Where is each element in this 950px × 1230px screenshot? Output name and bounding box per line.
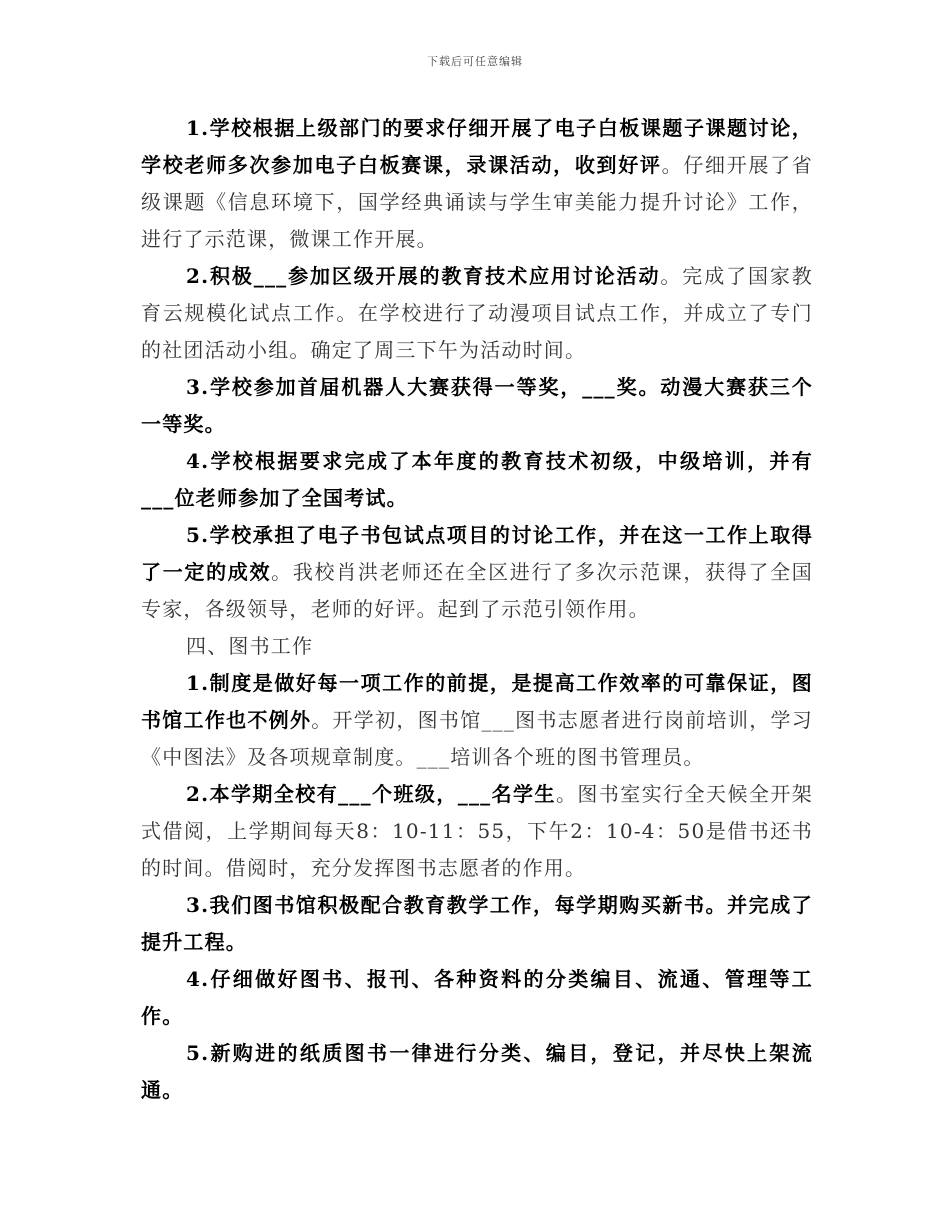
paragraph: 2.本学期全校有___个班级，___名学生。图书室实行全天候全开架式借阅，上学期间每天8：10-11：55，下午2：10-4：50是借书还书的时间。借阅时，充分发挥图书志愿者的作用。 [141,782,813,880]
section-heading: 四、图书工作 [186,634,314,658]
paragraph: 3.学校参加首届机器人大赛获得一等奖，___奖。动漫大赛获三个一等奖。 [141,375,813,436]
page-header: 下载后可任意编辑 [427,55,523,68]
paragraph: 1.制度是做好每一项工作的前提，是提高工作效率的可靠保证，图书馆工作也不例外。开学初，图书馆___图书志愿者进行岗前培训，学习《中图法》及各项规章制度。___培训各个班的图书管理员。 [141,671,814,769]
paragraph: 5.新购进的纸质图书一律进行分类、编目，登记，并尽快上架流通。 [141,1041,813,1102]
paragraph: 1.学校根据上级部门的要求仔细开展了电子白板课题子课题讨论，学校老师多次参加电子白板赛课，录课活动，收到好评。仔细开展了省级课题《信息环境下，国学经典诵读与学生审美能力提升讨论》工作，进行了示范课，微课工作开展。 [141,116,813,251]
paragraph: 5.学校承担了电子书包试点项目的讨论工作，并在这一工作上取得了一定的成效。我校肖洪老师还在全区进行了多次示范课，获得了全国专家，各级领导，老师的好评。起到了示范引领作用。 [141,523,814,621]
paragraph: 3.我们图书馆积极配合教育教学工作，每学期购买新书。并完成了提升工程。 [141,893,813,954]
document-body [141,110,813,1109]
paragraph: 2.积极___参加区级开展的教育技术应用讨论活动。完成了国家教育云规模化试点工作。在学校进行了动漫项目试点工作，并成立了专门的社团活动小组。确定了周三下午为活动时间。 [141,264,813,362]
paragraph: 4.学校根据要求完成了本年度的教育技术初级，中级培训，并有___位老师参加了全国考试。 [141,449,813,510]
paragraph: 4.仔细做好图书、报刊、各种资料的分类编目、流通、管理等工作。 [141,967,813,1028]
